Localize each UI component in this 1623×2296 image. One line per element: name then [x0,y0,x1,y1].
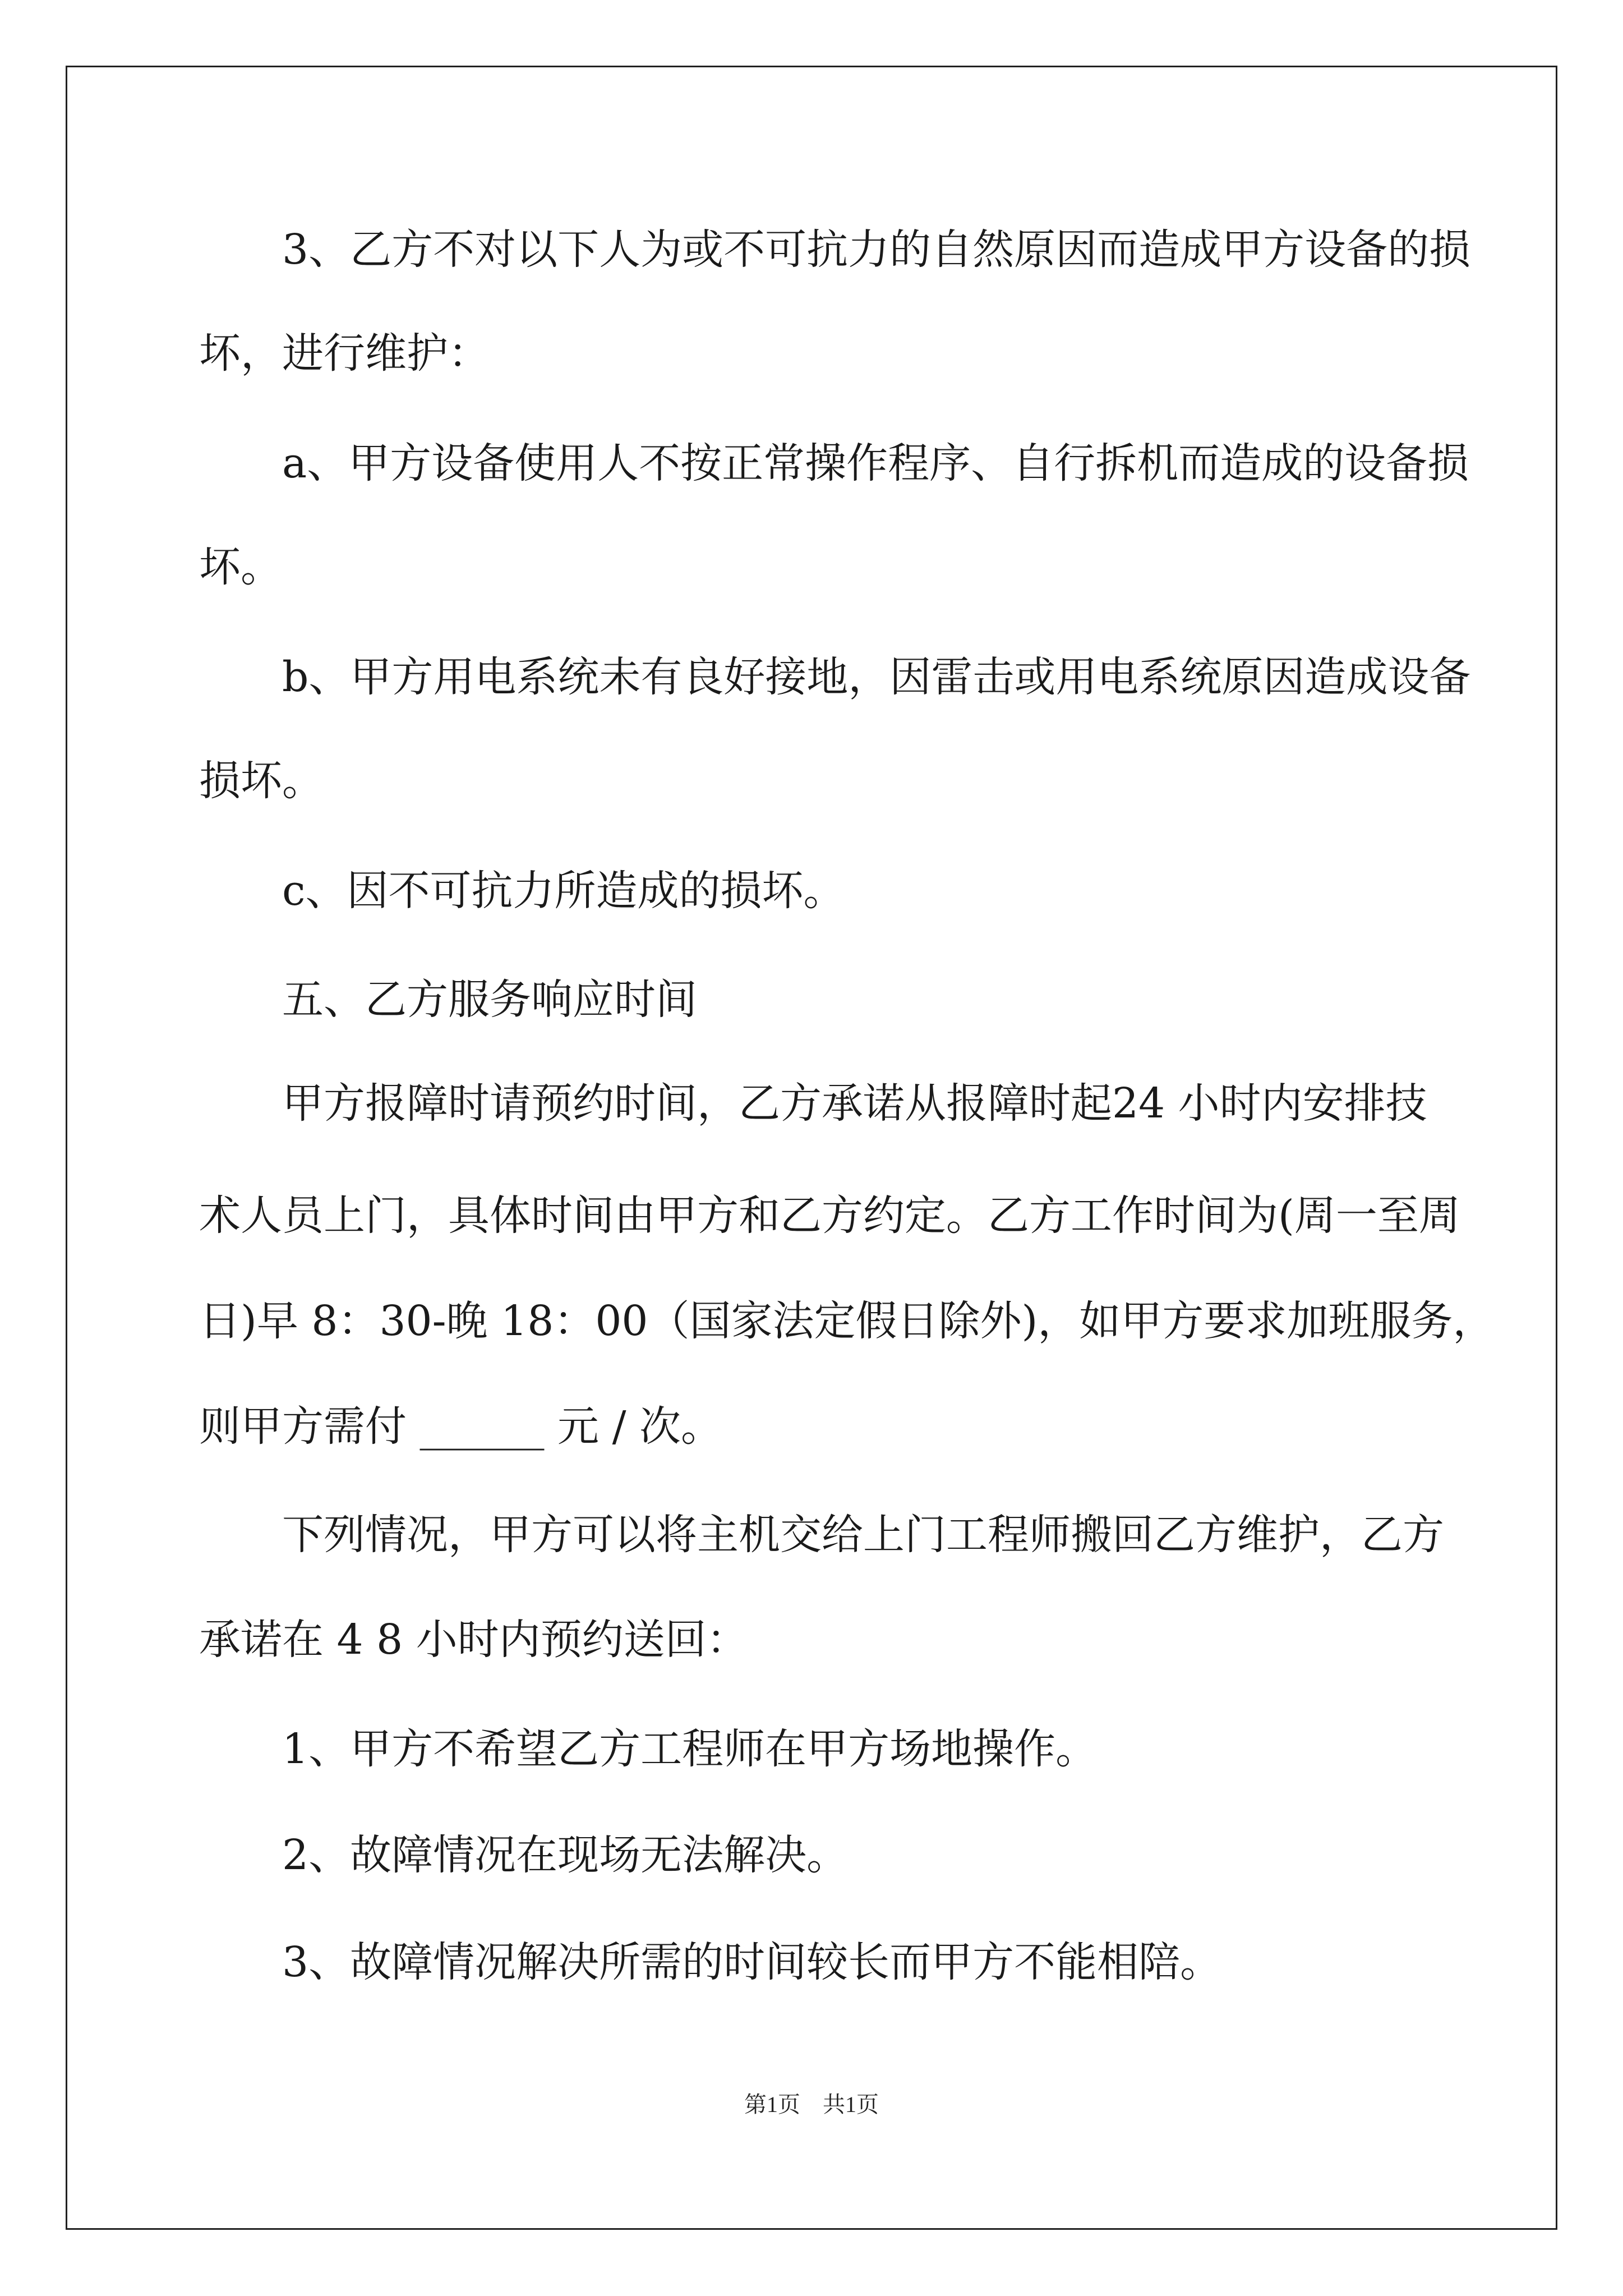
paragraph-line: 日)早 8：30-晚 18：00（国家法定假日除外)，如甲方要求加班服务， [199,1297,1495,1345]
paragraph-line: 甲方报障时请预约时间，乙方承诺从报障时起24 小时内安排技 [199,1079,1427,1128]
page-border [66,66,1557,2230]
paragraph-line: 承诺在 4 8 小时内预约送回： [199,1616,748,1664]
paragraph-line: b、甲方用电系统未有良好接地，因雷击或用电系统原因造成设备 [199,653,1471,701]
paragraph-line: 坏，进行维护： [199,329,490,378]
paragraph-line: 损坏。 [199,757,324,805]
paragraph-line: a、甲方设备使用人不按正常操作程序、自行拆机而造成的设备损 [199,439,1469,487]
paragraph-line: 3、故障情况解决所需的时间较长而甲方不能相陪。 [199,1938,1222,1986]
paragraph-line: 坏。 [199,543,282,591]
paragraph-line: 2、故障情况在现场无法解决。 [199,1831,849,1879]
paragraph-line: 1、甲方不希望乙方工程师在甲方场地操作。 [199,1725,1098,1773]
paragraph-line: 术人员上门，具体时间由甲方和乙方约定。乙方工作时间为(周一至周 [199,1191,1460,1240]
paragraph-line: c、因不可抗力所造成的损坏。 [199,867,845,915]
section-heading: 五、乙方服务响应时间 [199,976,697,1024]
paragraph-line: 则甲方需付 ______ 元 / 次。 [199,1402,723,1451]
paragraph-line: 下列情况，甲方可以将主机交给上门工程师搬回乙方维护，乙方 [199,1511,1444,1559]
page-footer: 第1页 共1页 [744,2092,879,2117]
paragraph-line: 3、乙方不对以下人为或不可抗力的自然原因而造成甲方设备的损 [199,226,1471,274]
